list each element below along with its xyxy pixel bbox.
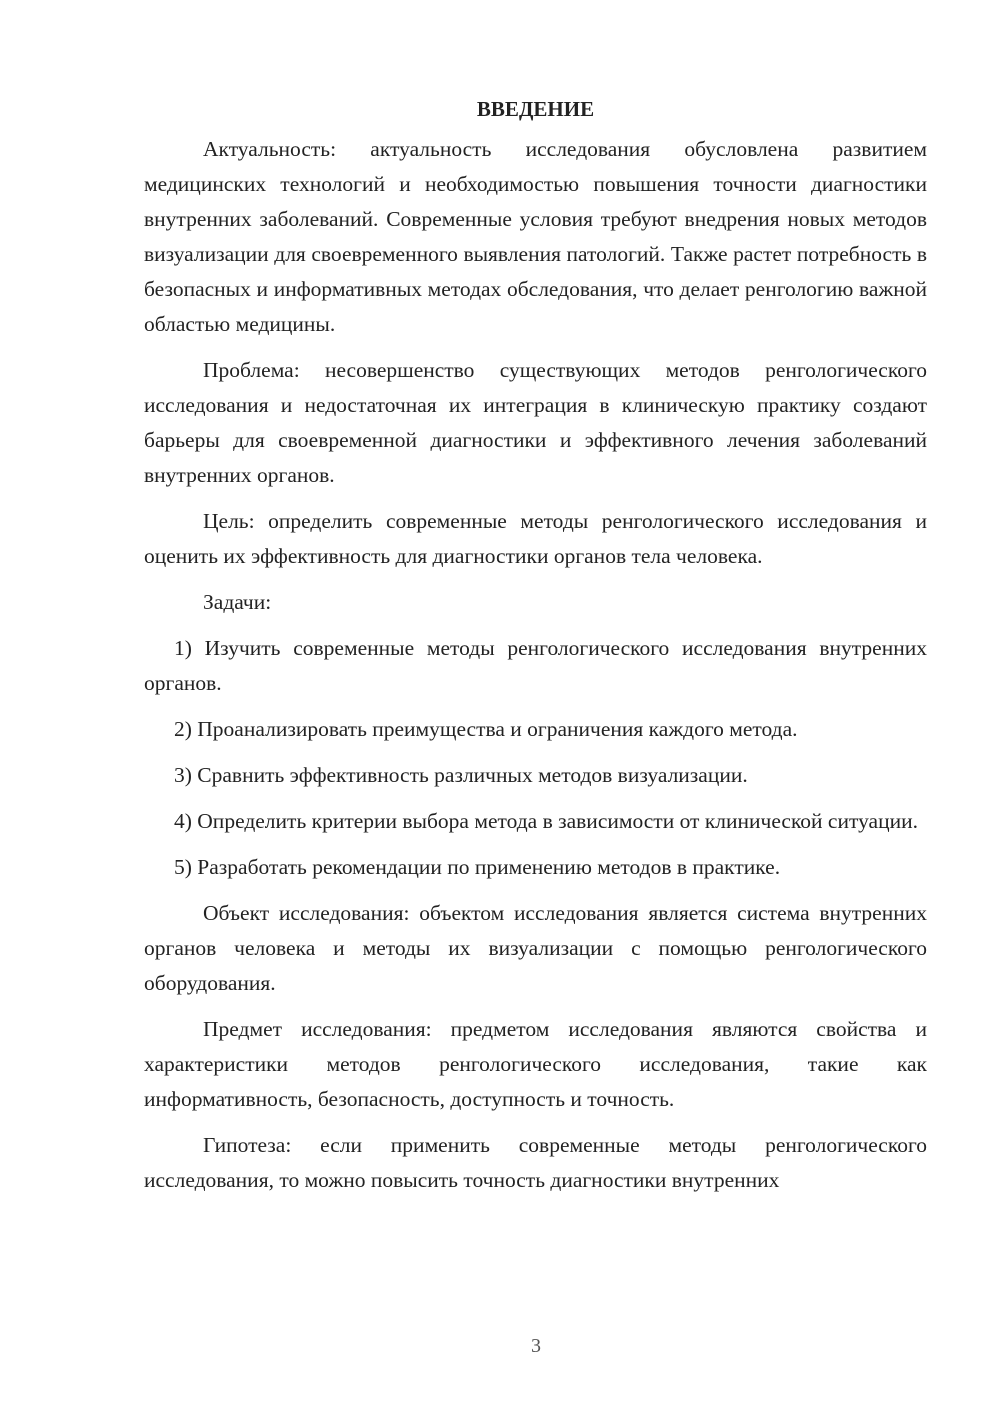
task-item-1: 1) Изучить современные методы ренгологического исследования внутренних органов.	[144, 636, 927, 695]
task-item-4: 4) Определить критерии выбора метода в зависимости от клинической ситуации.	[174, 809, 918, 833]
page-number: 3	[531, 1335, 541, 1357]
paragraph-hypothesis: Гипотеза: если применить современные методы ренгологического исследования, то можно повысить точность диагностики внутренних	[144, 1133, 927, 1192]
paragraph-goal: Цель: определить современные методы ренгологического исследования и оценить их эффективность для диагностики органов тела человека.	[144, 509, 927, 568]
paragraph-object: Объект исследования: объектом исследования является система внутренних органов человека и методы их визуализации с помощью ренгологического оборудования.	[144, 901, 927, 995]
task-item-2: 2) Проанализировать преимущества и ограничения каждого метода.	[174, 717, 798, 741]
paragraph-subject: Предмет исследования: предметом исследования являются свойства и характеристики методов ренгологического исследования, такие как информативность, безопасность, доступность и точность.	[144, 1017, 927, 1111]
section-title: ВВЕДЕНИЕ	[476, 97, 595, 121]
task-item-3: 3) Сравнить эффективность различных методов визуализации.	[174, 763, 748, 787]
paragraph-tasks-heading: Задачи:	[203, 590, 272, 614]
page-content	[144, 92, 927, 1209]
paragraph-relevance: Актуальность: актуальность исследования обусловлена развитием медицинских технологий и необходимостью повышения точности диагностики внутренних заболеваний. Современные условия требуют внедрения новых методов визуализации для своевременного выявления патологий. Также растет потребность в безопасных и информативных методах обследования, что делает ренгологию важной областью медицины.	[144, 137, 927, 336]
task-item-5: 5) Разработать рекомендации по применению методов в практике.	[174, 855, 781, 879]
paragraph-problem: Проблема: несовершенство существующих методов ренгологического исследования и недостаточная их интеграция в клиническую практику создают барьеры для своевременной диагностики и эффективного лечения заболеваний внутренних органов.	[144, 358, 927, 487]
